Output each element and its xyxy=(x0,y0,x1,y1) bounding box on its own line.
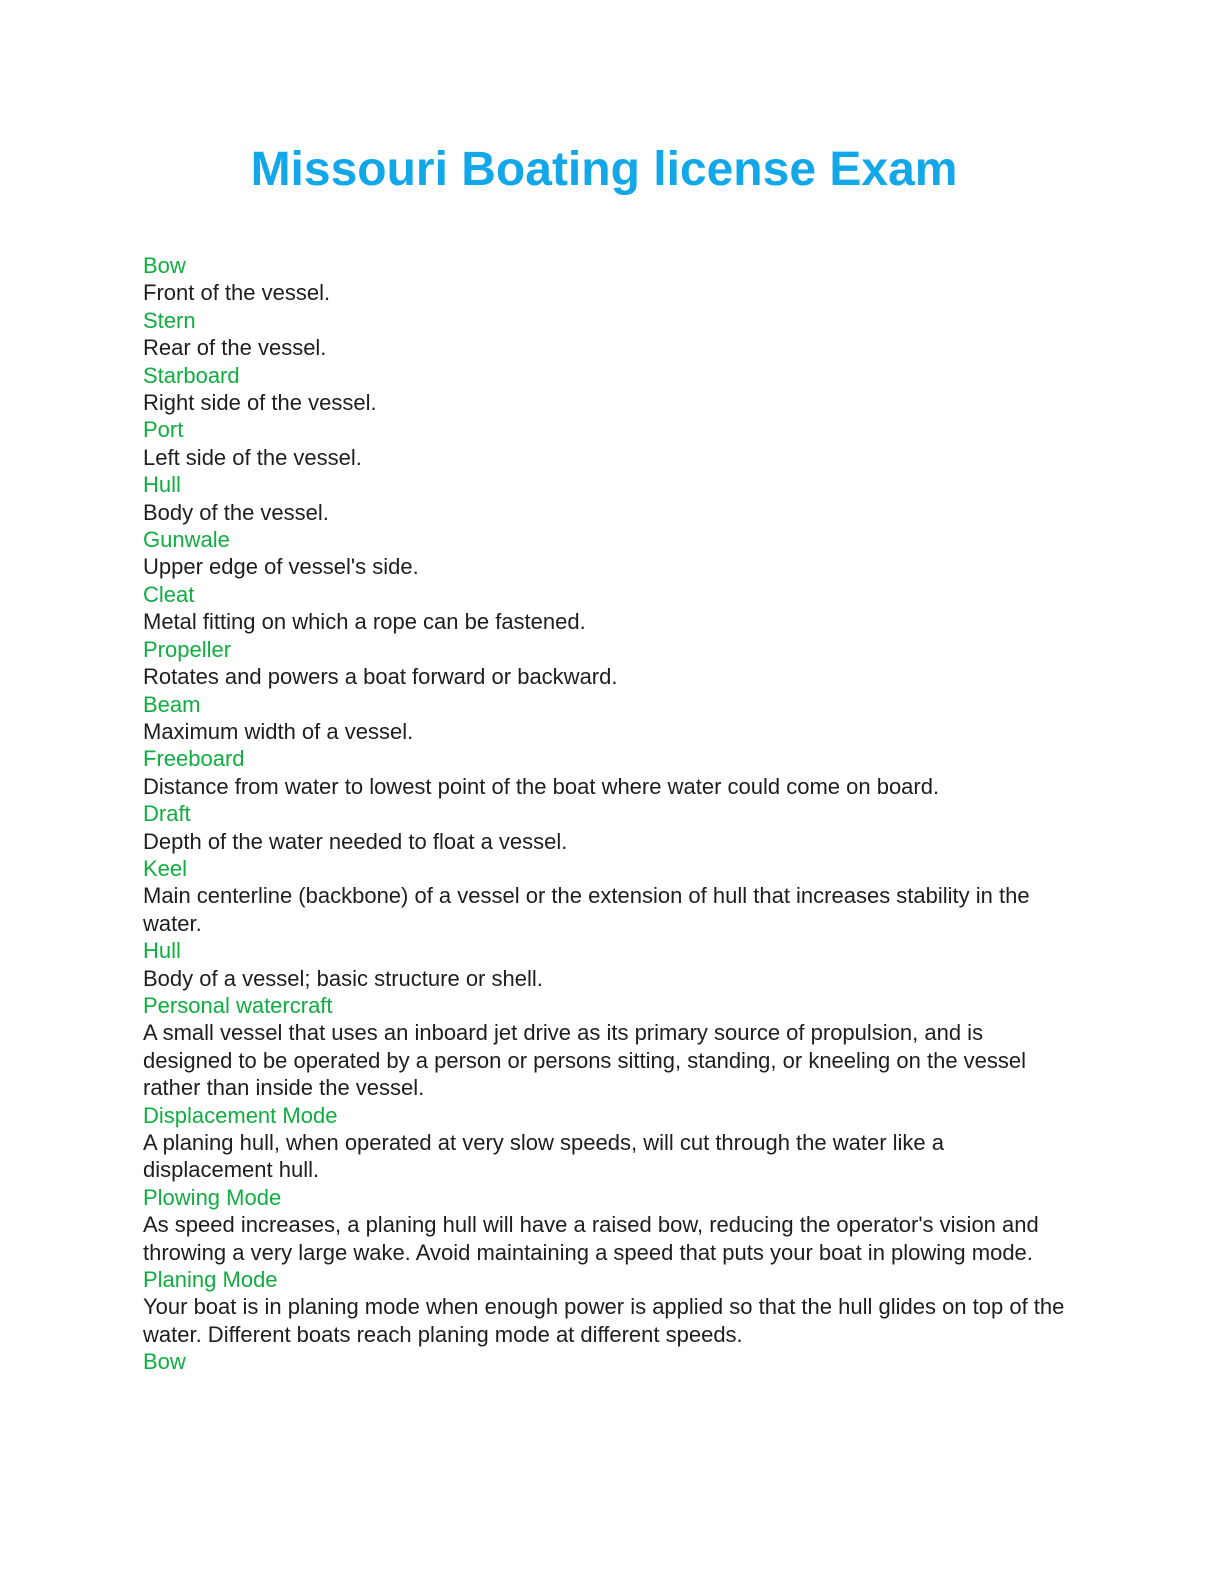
entry-term: Planing Mode xyxy=(143,1267,278,1293)
entry-term: Plowing Mode xyxy=(143,1184,282,1210)
entry-term: Stern xyxy=(143,307,196,333)
entry-definition: As speed increases, a planing hull will have a raised bow, reducing the operator's vision and throwing a very large wake. Avoid maintaining a speed that puts your boat in plowing mode. xyxy=(143,1212,1039,1265)
entry-definition: Rotates and powers a boat forward or backward. xyxy=(143,664,618,690)
entry-definition: Front of the vessel. xyxy=(143,280,331,306)
glossary-entry xyxy=(143,362,1078,417)
glossary-entry xyxy=(143,252,1078,307)
entry-definition: Body of the vessel. xyxy=(143,499,329,525)
entry-definition: Upper edge of vessel's side. xyxy=(143,554,419,580)
entry-term: Gunwale xyxy=(143,527,230,553)
glossary-entry xyxy=(143,471,1078,526)
entry-term: Hull xyxy=(143,472,181,498)
entry-definition: A planing hull, when operated at very slow speeds, will cut through the water like a displacement hull. xyxy=(143,1130,945,1183)
entry-term: Bow xyxy=(143,253,186,278)
entry-term: Bow xyxy=(143,1349,186,1375)
glossary-entry xyxy=(143,1348,1078,1375)
glossary-entry xyxy=(143,800,1078,855)
glossary-entry xyxy=(143,1266,1078,1348)
glossary-entry xyxy=(143,416,1078,471)
glossary-entry xyxy=(143,581,1078,636)
entry-definition: Left side of the vessel. xyxy=(143,444,362,470)
glossary-entry xyxy=(143,745,1078,800)
entry-term: Draft xyxy=(143,801,191,827)
entry-term: Keel xyxy=(143,855,188,881)
entry-term: Propeller xyxy=(143,636,232,662)
entry-term: Starboard xyxy=(143,362,240,388)
glossary-entry xyxy=(143,855,1078,937)
glossary-entry xyxy=(143,691,1078,746)
glossary-entry xyxy=(143,992,1078,1102)
entry-definition: Right side of the vessel. xyxy=(143,390,377,416)
glossary-entry xyxy=(143,1184,1078,1266)
entry-term: Port xyxy=(143,417,184,443)
entry-definition: Rear of the vessel. xyxy=(143,335,327,361)
glossary-entry xyxy=(143,307,1078,362)
entry-definition: Depth of the water needed to float a vessel. xyxy=(143,828,568,854)
entry-term: Cleat xyxy=(143,581,195,607)
glossary-entry xyxy=(143,1102,1078,1184)
document-title: Missouri Boating license Exam xyxy=(250,143,958,196)
glossary-entry xyxy=(143,526,1078,581)
entry-definition: Your boat is in planing mode when enough power is applied so that the hull glides on top of the water. Different boats reach planing mode at different speeds. xyxy=(143,1294,1065,1347)
entry-term: Beam xyxy=(143,691,201,717)
entry-definition: Main centerline (backbone) of a vessel or the extension of hull that increases stability in the water. xyxy=(143,883,1030,936)
entry-term: Personal watercraft xyxy=(143,992,333,1018)
glossary-entry xyxy=(143,636,1078,691)
entry-definition: Body of a vessel; basic structure or shell. xyxy=(143,965,543,991)
glossary-entry xyxy=(143,937,1078,992)
entry-term: Hull xyxy=(143,938,181,964)
entry-definition: A small vessel that uses an inboard jet drive as its primary source of propulsion, and is designed to be operated by a person or persons sitting, standing, or kneeling on the vessel rather than inside the vessel. xyxy=(143,1020,1027,1101)
entry-definition: Maximum width of a vessel. xyxy=(143,718,414,744)
glossary-list xyxy=(143,252,1078,1376)
entry-term: Displacement Mode xyxy=(143,1102,338,1128)
entry-definition: Distance from water to lowest point of the boat where water could come on board. xyxy=(143,773,940,799)
entry-term: Freeboard xyxy=(143,746,245,772)
entry-definition: Metal fitting on which a rope can be fastened. xyxy=(143,609,586,635)
